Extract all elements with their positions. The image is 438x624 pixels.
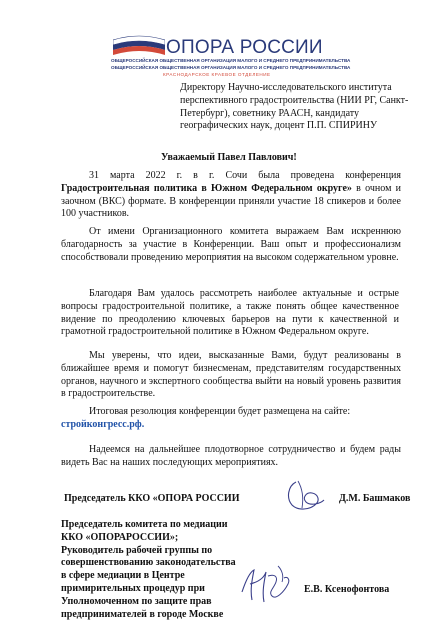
addressee-block: Директору Научно-исследовательского института перспективного градостроительства (НИИ РГ, Санкт-Петербург), советнику РААСН, кандидату географических наук, доцент П.П. СПИРИНУ	[180, 82, 409, 132]
org-subtitle-line-2: ОБЩЕРОССИЙСКАЯ ОБЩЕСТВЕННАЯ ОРГАНИЗАЦИЯ МАЛОГО И СРЕДНЕГО ПРЕДПРИНИМАТЕЛЬСТВА	[111, 65, 351, 70]
paragraph-ideas: Мы уверены, что идеи, высказанные Вами, будут реализованы в ближайшее время и помогут бизнесменам, представителям государственных органов, научного и экспертного сообщества выйти на новый уровень развития в градостроительстве.	[61, 350, 401, 400]
paragraph-conference-start: 31 марта 2022 г. в г. Сочи была проведена конференция	[89, 170, 401, 181]
signatory-2-title: Председатель комитета по медиации ККО «ОПОРАРОССИИ»; Руководитель рабочей группы по совершенствованию законодательства в сфере медиации в Центре примирительных процедур при Уполномоченном по защите прав предпринимателей в городе Москве	[61, 519, 236, 620]
paragraph-topics: Благодаря Вам удалось рассмотреть наиболее актуальные и острые вопросы градостроительной политике, а также понять общее качественное видение по преодолению ключевых барьеров на пути к качественной и грамотной градостроительной политике в Южном Федеральном округе.	[61, 288, 399, 338]
org-logo-title: ОПОРА РОССИИ	[166, 37, 323, 58]
org-subtitle-line-1: ОБЩЕРОССИЙСКАЯ ОБЩЕСТВЕННАЯ ОРГАНИЗАЦИЯ МАЛОГО И СРЕДНЕГО ПРЕДПРИНИМАТЕЛЬСТВА	[111, 58, 351, 63]
resolution-site-link[interactable]: стройконгресс.рф.	[61, 418, 145, 430]
org-branch-name: КРАСНОДАРСКОЕ КРАЕВОЕ ОТДЕЛЕНИЕ	[163, 72, 271, 77]
resolution-text: Итоговая резолюция конференции будет размещена на сайте:	[89, 406, 351, 417]
paragraph-resolution	[61, 406, 401, 432]
greeting: Уважаемый Павел Павлович!	[161, 152, 297, 163]
signatory-1-title: Председатель ККО «ОПОРА РОССИИ	[64, 493, 240, 504]
paragraph-conference-end: в очном и заочном (ВКС) формате. В конференции приняли участие 18 спикеров и более 100 участников.	[61, 182, 401, 220]
signatory-1-name: Д.М. Башмаков	[339, 493, 411, 504]
paragraph-gratitude: От имени Организационного комитета выражаем Вам искреннюю благодарность за участие в Конференции. Ваш опыт и профессионализм способствовали проведению мероприятия на высоком содержательном уровне.	[61, 226, 401, 263]
opora-logo-flag-icon	[113, 34, 165, 56]
paragraph-closing: Надеемся на дальнейшее плодотворное сотрудничество и будем рады видеть Вас на наших последующих мероприятиях.	[61, 444, 401, 468]
signature-1-handwriting-icon	[282, 478, 328, 514]
paragraph-conference	[61, 170, 401, 221]
signatory-2-name: Е.В. Ксенофонтова	[304, 584, 390, 595]
conference-title: Градостроительная политика в Южном Федеральном округе»	[61, 182, 352, 194]
signature-2-handwriting-icon	[238, 562, 298, 608]
